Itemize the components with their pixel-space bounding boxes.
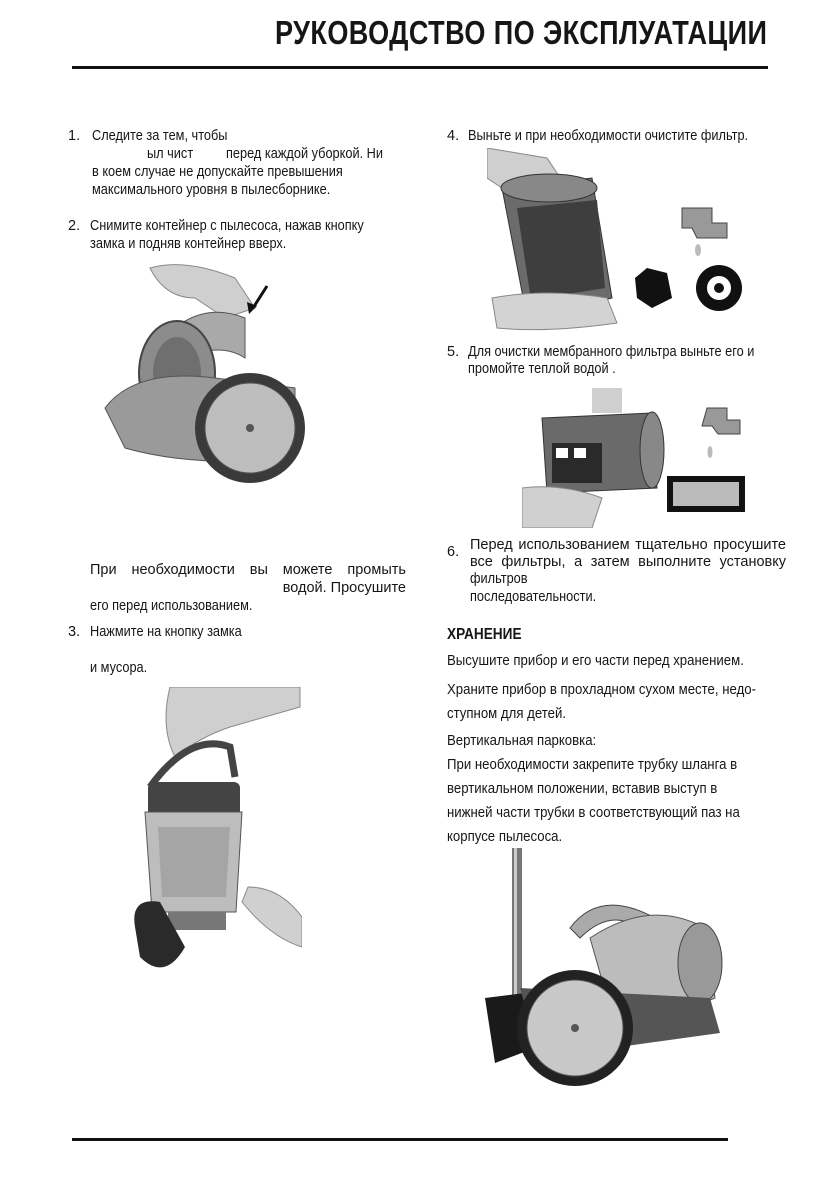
wash-note-word: промыть — [347, 562, 406, 578]
step-5-number: 5. — [447, 344, 460, 360]
step-6-line-4: последовательности. — [470, 589, 597, 605]
wash-note-word: необходимости — [131, 562, 235, 578]
step-6-line-1 — [470, 537, 786, 554]
wash-note-line-3: его перед использованием. — [90, 598, 253, 614]
wash-note-line-2: водой. Просушите — [282, 580, 406, 596]
step-6-word: а — [574, 554, 583, 570]
step-5-line: промойте теплой водой . — [468, 361, 616, 377]
container-emptying-photo — [130, 687, 302, 977]
membrane-filter-washing-photo — [522, 388, 754, 528]
step-1-line: в коем случае не допускайте превышения — [92, 164, 343, 180]
vertical-parking-photo — [480, 848, 730, 1088]
wash-note-word: можете — [282, 562, 333, 578]
step-6-word: использованием — [518, 537, 630, 553]
storage-paragraph: Храните прибор в прохладном сухом месте, недо- — [447, 681, 757, 698]
step-1-line: Следите за тем, чтобы — [92, 128, 228, 144]
parking-line: вертикальном положении, вставив выступ в — [447, 780, 718, 797]
step-2-line: Снимите контейнер с пылесоса, нажав кнопку — [90, 218, 364, 234]
step-6-word: все — [470, 554, 493, 570]
step-3-number: 3. — [68, 624, 81, 640]
step-3-line: Нажмите на кнопку замка — [90, 624, 242, 640]
step-6-word: затем — [590, 554, 630, 570]
step-1-line: перед каждой уборкой. Ни — [226, 146, 384, 162]
parking-line: При необходимости закрепите трубку шланга в — [447, 756, 738, 773]
step-1-line: ыл чист — [147, 146, 194, 162]
step-6-line-2 — [470, 554, 786, 571]
step-1-line: максимального уровня в пылесборнике. — [92, 182, 331, 198]
wash-note-word: При — [90, 562, 117, 578]
vacuum-container-removal-photo — [95, 258, 335, 498]
step-1-number: 1. — [68, 128, 81, 144]
step-6-word: установку — [719, 554, 786, 570]
storage-heading: ХРАНЕНИЕ — [447, 626, 522, 643]
step-6-word: просушите — [713, 537, 786, 553]
step-6-line-3: фильтров — [470, 571, 528, 587]
step-3-line: и мусора. — [90, 660, 148, 676]
wash-note-line-1 — [90, 562, 406, 579]
step-5-line: Для очистки мембранного фильтра выньте его и — [468, 344, 755, 360]
step-6-word: фильтры, — [501, 554, 566, 570]
header-rule — [72, 66, 768, 69]
step-6-word: Перед — [470, 537, 513, 553]
step-2-number: 2. — [68, 218, 81, 234]
step-4-number: 4. — [447, 128, 460, 144]
wash-note-word: вы — [249, 562, 268, 578]
step-4-text: Выньте и при необходимости очистите фильтр. — [468, 128, 749, 144]
step-2-line: замка и подняв контейнер вверх. — [90, 236, 287, 252]
footer-rule — [72, 1138, 728, 1141]
step-6-word: выполните — [638, 554, 712, 570]
parking-line: корпусе пылесоса. — [447, 828, 563, 845]
parking-title: Вертикальная парковка: — [447, 732, 597, 749]
page-title: РУКОВОДСТВО ПО ЭКСПЛУАТАЦИИ — [274, 14, 767, 51]
parking-line: нижней части трубки в соответствующий паз на — [447, 804, 740, 821]
step-6-word: тщательно — [635, 537, 708, 553]
filter-removal-photo — [487, 148, 757, 336]
storage-paragraph: ступном для детей. — [447, 705, 567, 722]
storage-paragraph: Высушите прибор и его части перед хранением. — [447, 652, 744, 669]
step-6-number: 6. — [447, 544, 460, 560]
